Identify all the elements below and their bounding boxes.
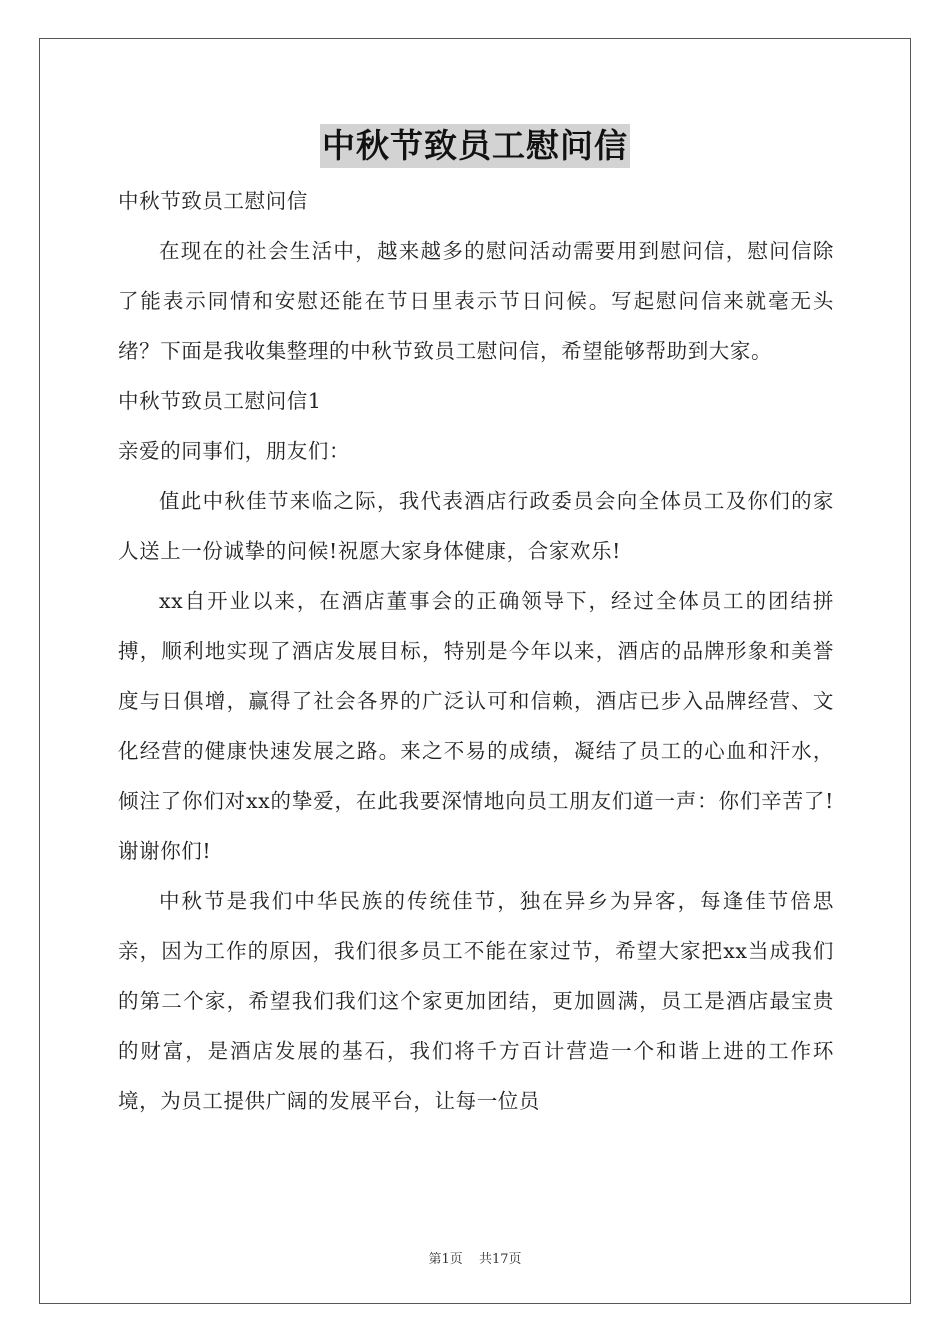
- document-title-text: 中秋节致员工慰问信: [320, 124, 630, 168]
- paragraph-salutation: 亲爱的同事们，朋友们：: [118, 439, 351, 463]
- page-footer: [0, 1248, 950, 1267]
- paragraph-greeting: 值此中秋佳节来临之际，我代表酒店行政委员会向全体员工及你们的家人送上一份诚挚的问候!祝愿大家身体健康，合家欢乐!: [118, 489, 834, 563]
- document-body: [118, 176, 834, 1126]
- page-number-total: 共17页: [478, 1252, 522, 1267]
- paragraph-festival: 中秋节是我们中华民族的传统佳节，独在异乡为异客，每逢佳节倍思亲，因为工作的原因，我们很多员工不能在家过节，希望大家把xx当成我们的第二个家，希望我们我们这个家更加团结，更加圆满，员工是酒店最宝贵的财富，是酒店发展的基石，我们将千方百计营造一个和谐上进的工作环境，为员工提供广阔的发展平台，让每一位员: [118, 889, 834, 1113]
- paragraph-achievements: xx自开业以来，在酒店董事会的正确领导下，经过全体员工的团结拼搏，顺利地实现了酒店发展目标，特别是今年以来，酒店的品牌形象和美誉度与日俱增，赢得了社会各界的广泛认可和信赖，酒店已步入品牌经营、文化经营的健康快速发展之路。来之不易的成绩，凝结了员工的心血和汗水，倾注了你们对xx的挚爱，在此我要深情地向员工朋友们道一声：你们辛苦了!谢谢你们!: [118, 589, 834, 863]
- paragraph-subheading: 中秋节致员工慰问信1: [118, 389, 322, 413]
- page-number-current: 第1页: [428, 1252, 463, 1267]
- paragraph-heading: 中秋节致员工慰问信: [118, 189, 308, 213]
- document-title: [0, 124, 950, 168]
- paragraph-intro: 在现在的社会生活中，越来越多的慰问活动需要用到慰问信，慰问信除了能表示同情和安慰还能在节日里表示节日问候。写起慰问信来就毫无头绪？下面是我收集整理的中秋节致员工慰问信，希望能够帮助到大家。: [118, 239, 834, 363]
